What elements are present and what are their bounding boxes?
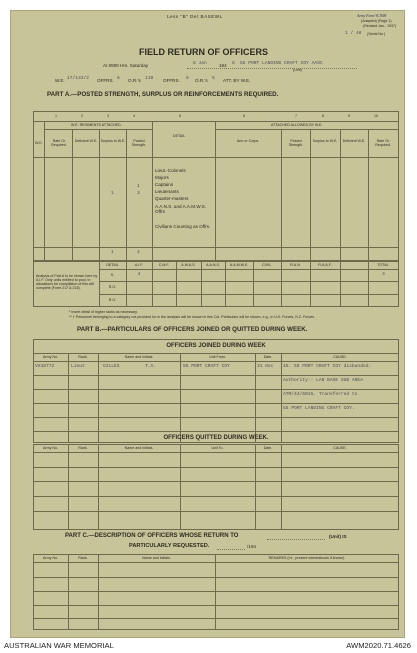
analysis-row: R.O. <box>108 285 117 289</box>
serial-label: (Serial No.) <box>367 32 386 36</box>
ors2-label: O.R.'s <box>195 78 208 83</box>
analysis-row: R.O. <box>108 298 117 302</box>
joined-header: Name and Initials. <box>124 355 154 359</box>
col-num: 1 <box>55 114 57 118</box>
col-num: 4 <box>133 114 135 118</box>
joined-cause-line: ATM/44/6015. Transferred to <box>283 392 358 397</box>
rank-label: Quarter-masters <box>155 196 189 201</box>
joined-date: 31 Dec <box>257 364 274 369</box>
archive-footer <box>0 639 417 653</box>
we-row-label: W.E. <box>35 141 43 145</box>
col-num: 10 <box>374 114 378 118</box>
analysis-header: A.A.M.W.S. <box>229 263 249 267</box>
joined-army-no: VX38772 <box>35 364 55 369</box>
col-num: 6 <box>243 114 245 118</box>
unit-label: (Unit) <box>293 68 302 72</box>
analysis-header: R.A.A.F. <box>318 263 332 267</box>
date-value: 8 Jan <box>193 61 207 66</box>
posted-value: 3 <box>137 191 140 196</box>
part-c-header: Rank. <box>78 556 88 560</box>
joined-header: Date. <box>263 355 273 359</box>
joined-cause-line: 55 PORT LANDING CRAFT COY. <box>283 406 355 411</box>
footnote: ** † Personnel belonging to a category not provided for in the analysis will be shown in this Col. Particulars will be shown, e.g., in U.K. Forces, N.Z. Forces. <box>69 315 316 319</box>
col-header: Surplus to W.E. <box>100 139 126 143</box>
analysis-note: Analysis of Part A to be shown here by A.I.F. Only units entitled to pool, in allocations for compilation of this will complete (Form 217 & 218). <box>36 274 98 290</box>
time-label: At 0900 Hrs. Saturday <box>103 63 149 68</box>
col-header: Deficient W.E. <box>74 139 98 143</box>
analysis-header: DETAIL <box>106 263 119 267</box>
col-header: Surplus to W.E. <box>312 139 338 143</box>
archive-name: AUSTRALIAN WAR MEMORIAL <box>4 641 114 650</box>
form-title: FIELD RETURN OF OFFICERS <box>139 47 268 57</box>
quitted-title: OFFICERS QUITTED DURING WEEK. <box>163 435 269 441</box>
quitted-header: Date. <box>263 446 273 450</box>
col-num: 7 <box>295 114 297 118</box>
joined-title: OFFICERS JOINED DURING WEEK <box>166 343 266 349</box>
offrs2-value: 8 <box>186 76 189 81</box>
joined-cause-line: 45. 55 PORT CRAFT COY disbanded. <box>283 364 372 369</box>
rank-label: Lieut.-Colonels <box>155 168 186 173</box>
joined-header: Army No. <box>43 355 58 359</box>
total-posted: 4 <box>137 250 140 255</box>
serial-number: 1 / 48 <box>345 31 362 36</box>
part-a-table <box>33 111 399 261</box>
we-label: W.E. <box>55 78 65 83</box>
we-attached-header: W.E. REGIMENTS ATTACHED. <box>71 123 122 127</box>
rank-label: Majors <box>155 175 169 180</box>
analysis-header: CIVIL. <box>262 263 272 267</box>
quitted-header: Army No. <box>43 446 58 450</box>
part-c-title: PART C.—DESCRIPTION OF OFFICERS WHOSE RETURN TO <box>65 533 239 539</box>
rank-label: A.A.N.S. and A.A.M.W.S. Offrs <box>155 204 207 214</box>
joined-unit-from: 55 PORT CRAFT COY <box>183 364 230 369</box>
analysis-header: R.A.N. <box>290 263 301 267</box>
col-header: Rate Or Required. <box>51 139 67 147</box>
col-num: 3 <box>107 114 109 118</box>
part-c-header: Name and Initials. <box>142 556 171 560</box>
col-header: Posted Strength. <box>131 139 147 147</box>
quitted-header: Name and Initials. <box>124 446 154 450</box>
unit-stamp: Less "B" Det BASEWL <box>167 14 223 19</box>
joined-rank: Lieut <box>71 364 85 369</box>
rank-label: Lieutenants <box>155 189 179 194</box>
aif-value: 4 <box>137 272 141 277</box>
quitted-header: Unit To. <box>211 446 224 450</box>
form-number: Army Form W.3008 <box>357 14 387 18</box>
offrs-value: 8 <box>117 76 120 81</box>
form-sheet <box>10 10 405 638</box>
joined-initials: T.A. <box>145 364 157 369</box>
col-num: 9 <box>348 114 350 118</box>
surplus-value: 1 <box>111 191 114 196</box>
part-b-title: PART B.—PARTICULARS OF OFFICERS JOINED OR QUITTED DURING WEEK. <box>77 326 308 333</box>
ors-value: 110 <box>145 76 154 81</box>
joined-name: GILLES <box>103 364 120 369</box>
part-c-year: /194 <box>247 544 256 549</box>
rank-label: Captains <box>155 182 174 187</box>
part-c-subtitle: PARTICULARLY REQUESTED. <box>129 543 210 549</box>
quitted-header: CAUSE. <box>333 446 347 450</box>
part-c-header: REMARKS (i.e., present whereabouts if known). <box>268 556 346 560</box>
joined-cause-line: Authority:- LAN BASE SUB AREA <box>283 378 363 383</box>
joined-header: CAUSE. <box>333 355 347 359</box>
analysis-header: TOTAL. <box>377 263 390 267</box>
analysis-row: S. <box>110 273 115 277</box>
year-prefix: 194 <box>219 63 227 68</box>
year-value: 6 <box>232 61 235 66</box>
col-header: Deficient W.E. <box>342 139 366 143</box>
col-header: Rate Or Required. <box>375 139 391 147</box>
unit-value: 55 PORT LANDING CRAFT COY AASC <box>240 61 323 66</box>
quitted-table <box>33 444 399 530</box>
posted-value: 1 <box>137 184 140 189</box>
ors-label: O.R.'s <box>128 78 141 83</box>
ors2-value: 5 <box>212 76 215 81</box>
footnote: * Insert detail of higher ranks as necessary. <box>69 310 138 314</box>
attached-allowed-header: ATTACHED ALLOWED BY W.E. <box>271 123 323 127</box>
joined-header: Unit From. <box>209 355 226 359</box>
col-header: Arm or Corps. <box>236 139 260 143</box>
quitted-header: Rank. <box>78 446 88 450</box>
col-header: Posted Strength. <box>288 139 304 147</box>
rank-label: Civilians Counting as Offrs. <box>155 224 211 229</box>
form-adapted: (Adapted) (Page 1) <box>361 19 392 23</box>
analysis-header: A.W.A.S. <box>181 263 196 267</box>
form-revised: (Revised Jan., 1937) <box>363 24 397 28</box>
col-num: 5 <box>179 114 181 118</box>
total-surplus: 1 <box>111 250 114 255</box>
archive-id: AWM2020.71.4626 <box>346 641 411 650</box>
part-c-header: Army No. <box>43 556 58 560</box>
detail-header: DETAIL <box>173 134 186 138</box>
part-a-title: PART A.—POSTED STRENGTH, SURPLUS OR REINFORCEMENTS REQUIRED. <box>47 91 279 98</box>
col-num: 2 <box>81 114 83 118</box>
offrs-label: OFFRS. <box>97 78 114 83</box>
analysis-header: A.A.N.S. <box>206 263 220 267</box>
att-label: ATT. BY W.E. <box>223 78 251 83</box>
col-num: 8 <box>322 114 324 118</box>
part-c-unit-label: (Unit) IS <box>329 534 347 539</box>
offrs2-label: OFFRS. <box>163 78 180 83</box>
joined-header: Rank. <box>78 355 88 359</box>
analysis-header: A.I.F. <box>134 263 144 267</box>
analysis-header: C.M.F. <box>158 263 170 267</box>
we-value: 17/133/2 <box>67 76 90 81</box>
total-value: 4 <box>382 272 385 277</box>
